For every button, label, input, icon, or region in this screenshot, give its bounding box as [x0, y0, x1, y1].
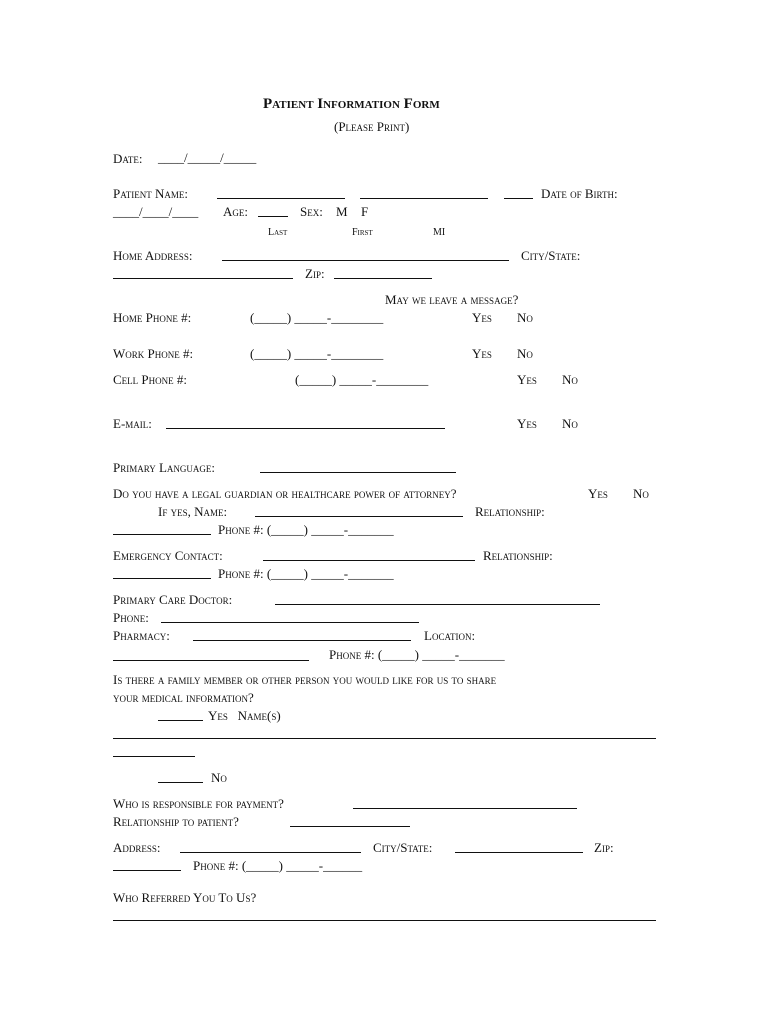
- pharmacy-phone-field[interactable]: Phone #: (_____) _____-_______: [329, 647, 505, 662]
- guardian-no[interactable]: No: [633, 486, 649, 501]
- share-yes-names-label: Yes Name(s): [208, 708, 281, 723]
- cell-phone-no[interactable]: No: [562, 372, 578, 387]
- emergency-relationship-label: Relationship:: [483, 548, 553, 563]
- work-phone-no[interactable]: No: [517, 346, 533, 361]
- guardian-name-field[interactable]: [255, 516, 463, 517]
- primary-language-field[interactable]: [260, 472, 456, 473]
- age-field[interactable]: [258, 216, 288, 217]
- emergency-contact-label: Emergency Contact:: [113, 548, 223, 563]
- guardian-relationship-field[interactable]: [113, 534, 211, 535]
- first-name-caption: First: [352, 227, 373, 238]
- guardian-question: Do you have a legal guardian or healthcare power of attorney?: [113, 486, 457, 501]
- work-phone-label: Work Phone #:: [113, 346, 194, 361]
- payment-city-state-label: City/State:: [373, 840, 433, 855]
- payment-relationship-field[interactable]: [290, 826, 410, 827]
- pharmacy-field[interactable]: [193, 640, 411, 641]
- sex-label: Sex:: [300, 204, 323, 219]
- home-address-field[interactable]: [222, 260, 509, 261]
- form-title: Patient Information Form: [263, 96, 440, 112]
- zip-label: Zip:: [305, 266, 325, 281]
- share-no-label: No: [211, 770, 227, 785]
- primary-language-label: Primary Language:: [113, 460, 216, 475]
- middle-initial-field[interactable]: [504, 198, 533, 199]
- guardian-yes[interactable]: Yes: [588, 486, 608, 501]
- guardian-name-label: If yes, Name:: [158, 504, 228, 519]
- payment-zip-label: Zip:: [594, 840, 614, 855]
- referral-label: Who Referred You To Us?: [113, 890, 257, 905]
- home-address-label: Home Address:: [113, 248, 193, 263]
- payment-city-state-field[interactable]: [455, 852, 583, 853]
- payment-responsible-field[interactable]: [353, 808, 577, 809]
- age-label: Age:: [223, 204, 248, 219]
- pharmacy-location-field[interactable]: [113, 660, 309, 661]
- primary-care-doctor-field[interactable]: [275, 604, 600, 605]
- guardian-phone-field[interactable]: Phone #: (_____) _____-_______: [218, 522, 394, 537]
- home-phone-label: Home Phone #:: [113, 310, 192, 325]
- home-phone-field[interactable]: (_____) _____-________: [250, 310, 384, 325]
- emergency-contact-field[interactable]: [263, 560, 475, 561]
- doctor-phone-field[interactable]: [161, 622, 419, 623]
- home-phone-no[interactable]: No: [517, 310, 533, 325]
- sex-option-f[interactable]: F: [361, 204, 369, 219]
- cell-phone-yes[interactable]: Yes: [517, 372, 537, 387]
- city-state-label: City/State:: [521, 248, 581, 263]
- cell-phone-field[interactable]: (_____) _____-________: [295, 372, 429, 387]
- home-phone-yes[interactable]: Yes: [472, 310, 492, 325]
- zip-field[interactable]: [334, 278, 432, 279]
- sex-option-m[interactable]: M: [336, 204, 348, 219]
- primary-care-doctor-label: Primary Care Doctor:: [113, 592, 233, 607]
- pharmacy-location-label: Location:: [424, 628, 476, 643]
- last-name-field[interactable]: [217, 198, 345, 199]
- email-no[interactable]: No: [562, 416, 578, 431]
- payment-phone-field[interactable]: Phone #: (_____) _____-______: [193, 858, 363, 873]
- share-no-blank[interactable]: [158, 782, 203, 783]
- city-state-field[interactable]: [113, 278, 293, 279]
- work-phone-field[interactable]: (_____) _____-________: [250, 346, 384, 361]
- guardian-relationship-label: Relationship:: [475, 504, 545, 519]
- work-phone-yes[interactable]: Yes: [472, 346, 492, 361]
- emergency-phone-field[interactable]: Phone #: (_____) _____-_______: [218, 566, 394, 581]
- middle-initial-caption: MI: [433, 227, 446, 238]
- patient-name-label: Patient Name:: [113, 186, 188, 201]
- payment-relationship-label: Relationship to patient?: [113, 814, 239, 829]
- date-label: Date:: [113, 151, 143, 166]
- payment-address-field[interactable]: [180, 852, 361, 853]
- leave-message-question: May we leave a message?: [385, 292, 519, 307]
- share-names-field-continued[interactable]: [113, 756, 195, 757]
- payment-responsible-label: Who is responsible for payment?: [113, 796, 284, 811]
- emergency-relationship-field[interactable]: [113, 578, 211, 579]
- pharmacy-label: Pharmacy:: [113, 628, 170, 643]
- cell-phone-label: Cell Phone #:: [113, 372, 188, 387]
- payment-address-label: Address:: [113, 840, 161, 855]
- share-question-line1: Is there a family member or other person you would like for us to share: [113, 672, 497, 687]
- form-subtitle: (Please Print): [334, 119, 410, 134]
- first-name-field[interactable]: [360, 198, 488, 199]
- share-names-field[interactable]: [113, 738, 656, 739]
- share-question-line2: your medical information?: [113, 690, 254, 705]
- email-label: E-mail:: [113, 416, 152, 431]
- doctor-phone-label: Phone:: [113, 610, 149, 625]
- email-yes[interactable]: Yes: [517, 416, 537, 431]
- date-field[interactable]: ____/_____/_____: [158, 150, 257, 165]
- share-yes-blank[interactable]: [158, 720, 203, 721]
- referral-field[interactable]: [113, 920, 656, 921]
- payment-zip-blank[interactable]: [113, 870, 181, 871]
- email-field[interactable]: [166, 428, 445, 429]
- dob-label: Date of Birth:: [541, 186, 618, 201]
- last-name-caption: Last: [268, 227, 288, 238]
- dob-field[interactable]: ____/____/____: [113, 204, 199, 219]
